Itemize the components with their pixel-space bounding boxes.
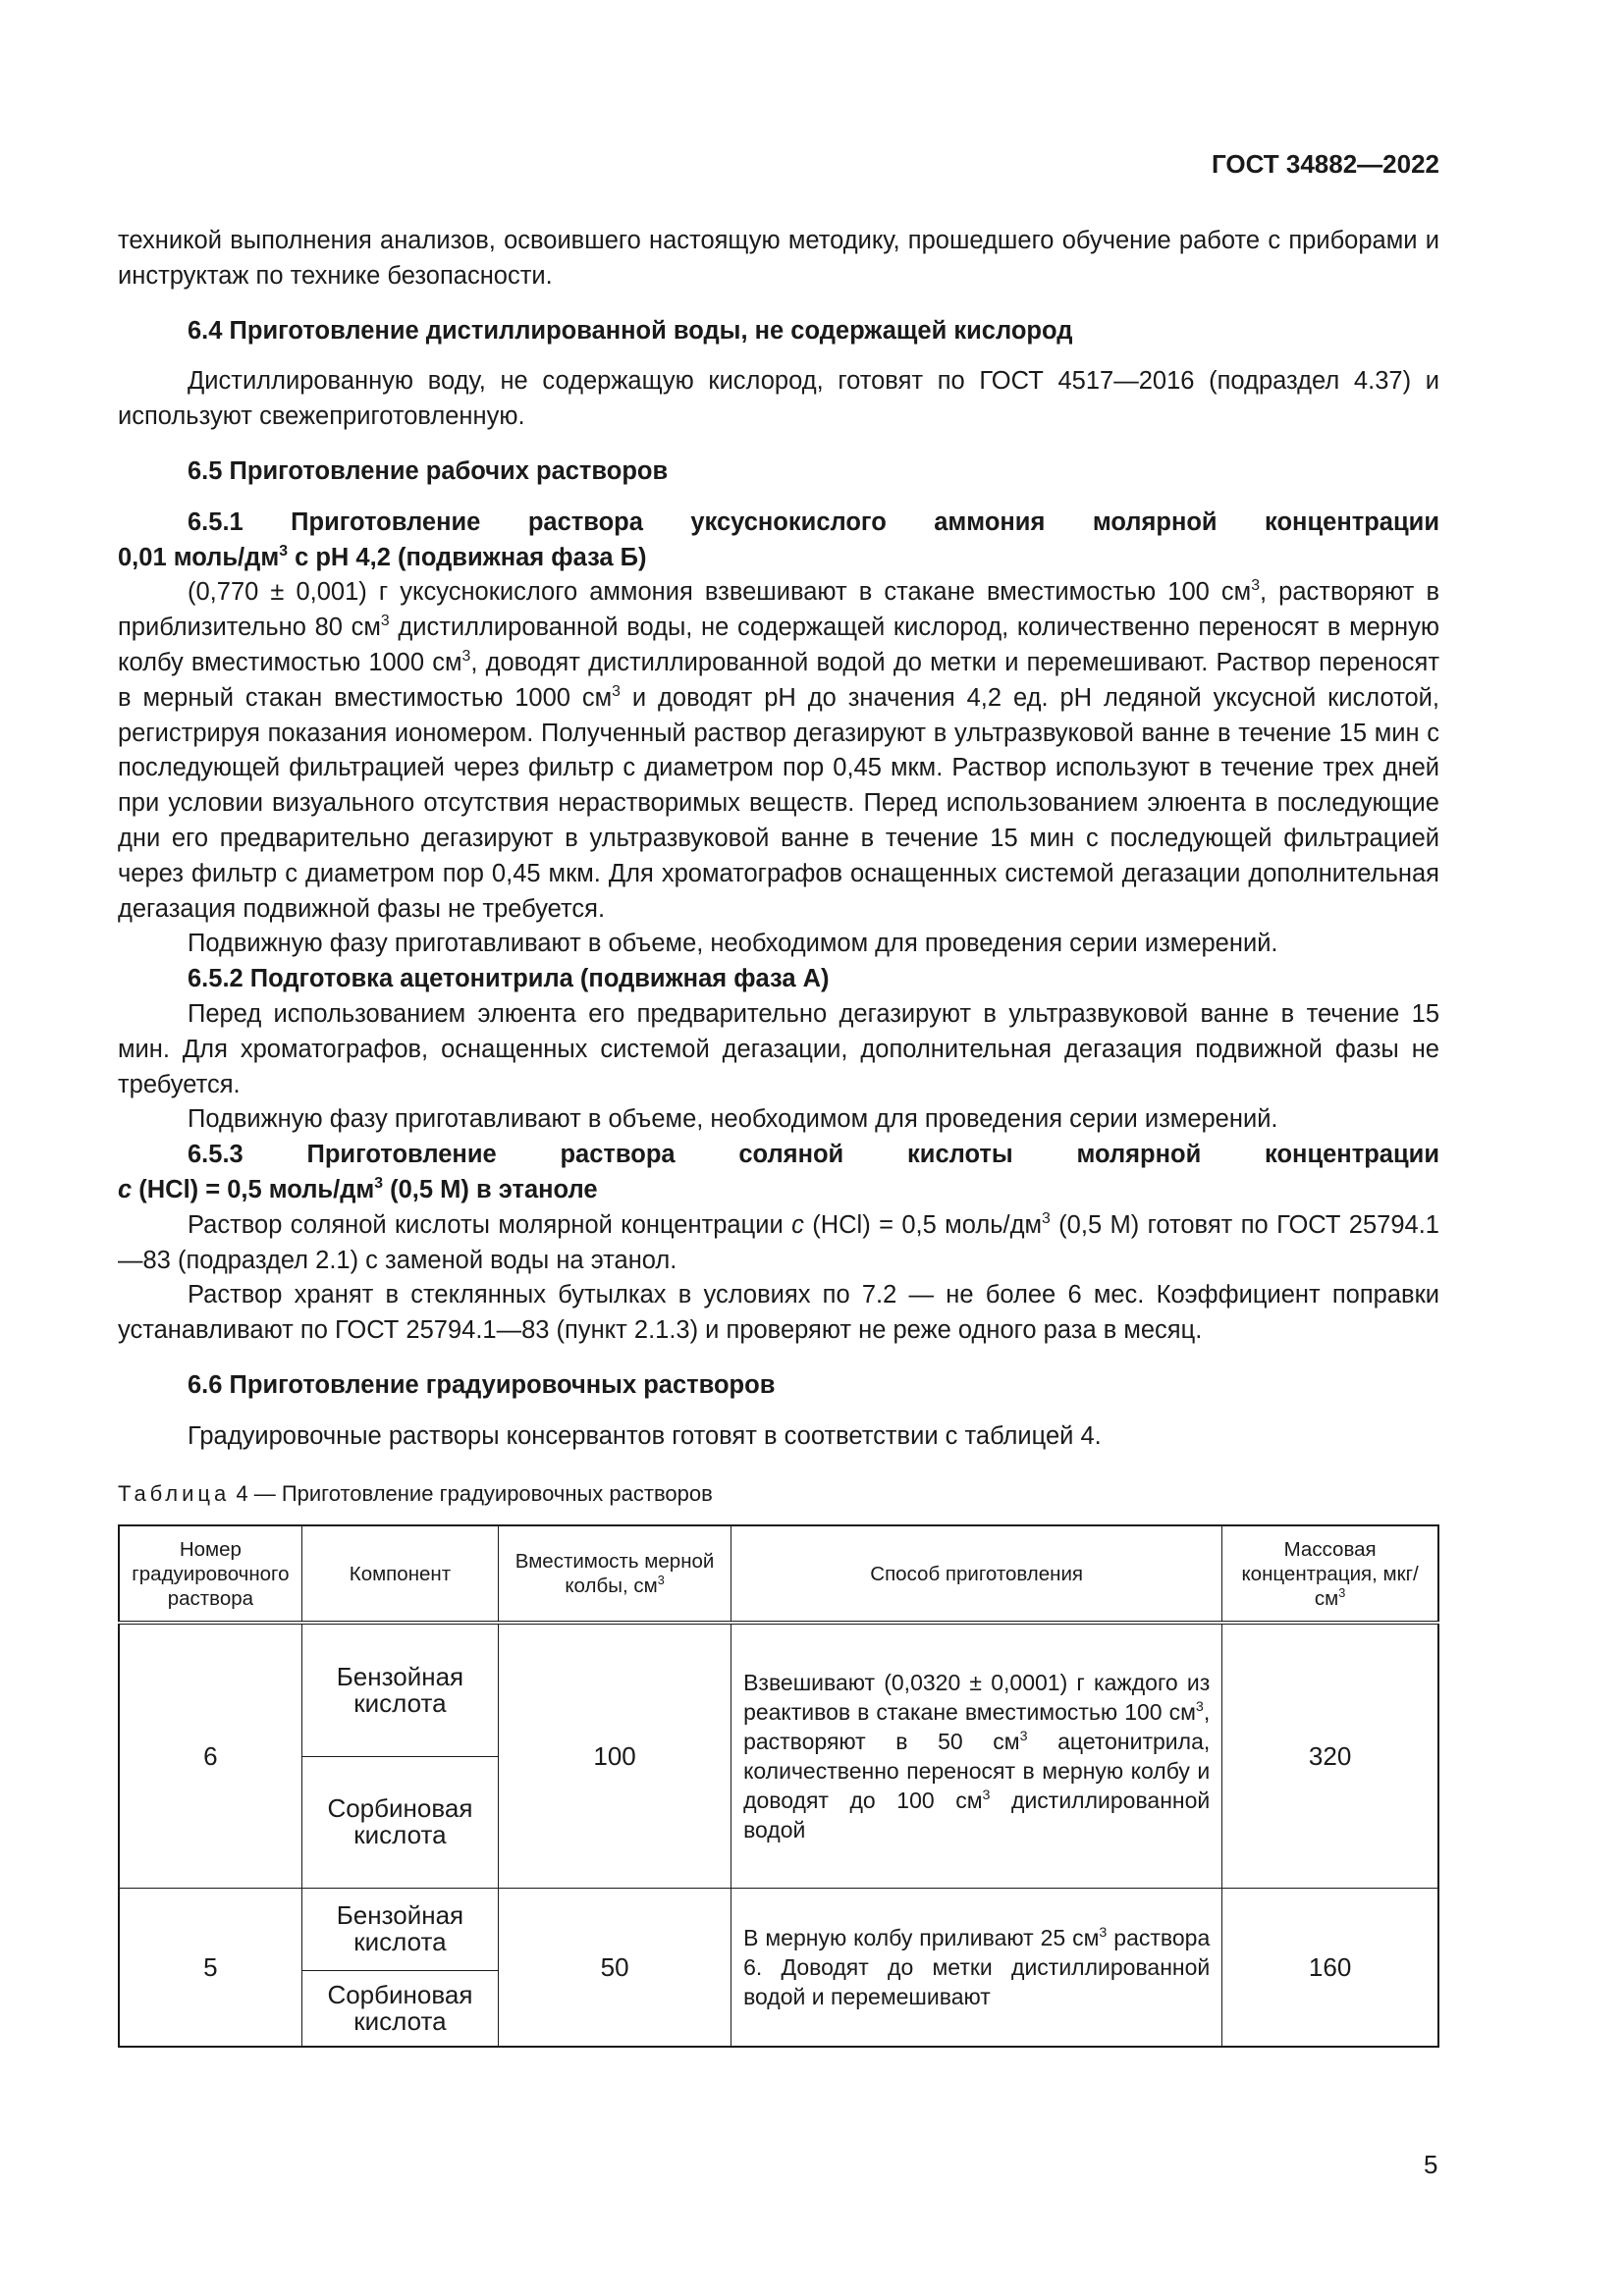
section-heading-6-5-2: 6.5.2 Подготовка ацетонитрила (подвижная фаза А) (188, 965, 830, 993)
cell-number: 6 (119, 1623, 301, 1888)
table-caption: Таблица 4 — Приготовление градуировочных растворов (118, 1480, 713, 1506)
section-heading-6-5-1: 6.5.1 Приготовление раствора уксуснокислого аммония молярной концентрации (188, 507, 1439, 536)
page-number: 5 (1424, 2150, 1438, 2179)
document-id: ГОСТ 34882—2022 (1212, 149, 1439, 179)
cell-concentration: 160 (1222, 1888, 1438, 2047)
paragraph: (0,770 ± 0,001) г уксуснокислого аммония взвешивают в стакане вместимостью 100 $см^3$, растворяют в приблизительно 80 $см^3$ дистиллированной воды, не содержащей кислород, количественно переносят в мерную колбу вместимостью 1000 $см^3$, доводят дистиллированной водой до метки и перемешивают. Раствор переносят в мерный стакан вместимостью 1000 $см^3$ и доводят pH до значения 4,2 ед. pH ледяной уксусной кислотой, регистрируя показания иономером. Полученный раствор дегазируют в ультразвуковой ванне в течение 15 мин с последующей фильтрацией через фильтр с диаметром пор 0,45 мкм. Раствор используют в течение трех дней при условии визуального отсутствия нерастворимых веществ. Перед использованием элюента в последующие дни его предварительно дегазируют в ультразвуковой ванне в течение 15 мин с последующей фильтрацией через фильтр с диаметром пор 0,45 мкм. Для хроматографов оснащенных системой дегазации дополнительная дегазация подвижной фазы не требуется. (118, 577, 1439, 923)
header-concentration: Массовая концентрация, мкг/$см^3$ (1222, 1525, 1438, 1623)
cell-component: Сорбиновая кислота (301, 1756, 498, 1888)
cell-component: Сорбиновая кислота (301, 1970, 498, 2047)
table-header-row (119, 1525, 1438, 1623)
calibration-table (118, 1524, 1439, 2048)
header-number: Номер градуировочного раствора (119, 1525, 301, 1623)
paragraph: Градуировочные растворы консервантов готовят в соответствии с таблицей 4. (188, 1421, 1102, 1450)
cell-volume: 50 (499, 1888, 731, 2047)
table-row (119, 1623, 1438, 1756)
header-method: Способ приготовления (731, 1525, 1222, 1623)
paragraph: Дистиллированную воду, не содержащую кислород, готовят по ГОСТ 4517—2016 (подраздел 4.37) и используют свежеприготовленную. (118, 367, 1439, 431)
section-heading-6-5-3-cont: с (HCl) = 0,5 моль/$дм^3$ (0,5 М) в этаноле (118, 1175, 598, 1203)
cell-method: Взвешивают (0,0320 ± 0,0001) г каждого из реактивов в стакане вместимостью 100 $см^3$, растворяют в 50 $см^3$ ацетонитрила, количественно переносят в мерную колбу и доводят до 100 $см^3$ дистиллированной водой (731, 1623, 1222, 1888)
paragraph: техникой выполнения анализов, освоившего настоящую методику, прошедшего обучение работе с приборами и инструктаж по технике безопасности. (118, 227, 1439, 290)
cell-volume: 100 (499, 1623, 731, 1888)
paragraph: Перед использованием элюента его предварительно дегазируют в ультразвуковой ванне в течение 15 мин. Для хроматографов, оснащенных системой дегазации, дополнительная дегазация подвижной фазы не требуется. (118, 999, 1439, 1098)
cell-method: В мерную колбу приливают 25 $см^3$ раствора 6. Доводят до метки дистиллированной водой и перемешивают (731, 1888, 1222, 2047)
section-heading-6-5-3: 6.5.3 Приготовление раствора соляной кислоты молярной концентрации (188, 1141, 1439, 1169)
header-component: Компонент (301, 1525, 498, 1623)
cell-component: Бензойная кислота (301, 1888, 498, 1970)
cell-number: 5 (119, 1888, 301, 2047)
paragraph: Раствор хранят в стеклянных бутылках в условиях по 7.2 — не более 6 мес. Коэффициент поправки устанавливают по ГОСТ 25794.1—83 (пункт 2.1.3) и проверяют не реже одного раза в месяц. (118, 1281, 1439, 1345)
paragraph: Подвижную фазу приготавливают в объеме, необходимом для проведения серии измерений. (188, 930, 1278, 958)
table-row (119, 1888, 1438, 1970)
paragraph: Подвижную фазу приготавливают в объеме, необходимом для проведения серии измерений. (188, 1105, 1278, 1134)
section-heading-6-5-1-cont: 0,01 моль/$дм^3$ с pH 4,2 (подвижная фаза Б) (118, 542, 647, 571)
section-heading-6-4: 6.4 Приготовление дистиллированной воды, не содержащей кислород (188, 316, 1073, 345)
cell-concentration: 320 (1222, 1623, 1438, 1888)
header-volume: Вместимость мерной колбы, $см^3$ (499, 1525, 731, 1623)
section-heading-6-5: 6.5 Приготовление рабочих растворов (188, 456, 669, 485)
section-heading-6-6: 6.6 Приготовление градуировочных растворов (188, 1370, 776, 1399)
cell-component: Бензойная кислота (301, 1623, 498, 1756)
paragraph: Раствор соляной кислоты молярной концентрации с (HCl) = 0,5 моль/$дм^3$ (0,5 М) готовят по ГОСТ 25794.1—83 (подраздел 2.1) с заменой воды на этанол. (118, 1209, 1439, 1274)
page-content (118, 224, 1439, 2048)
